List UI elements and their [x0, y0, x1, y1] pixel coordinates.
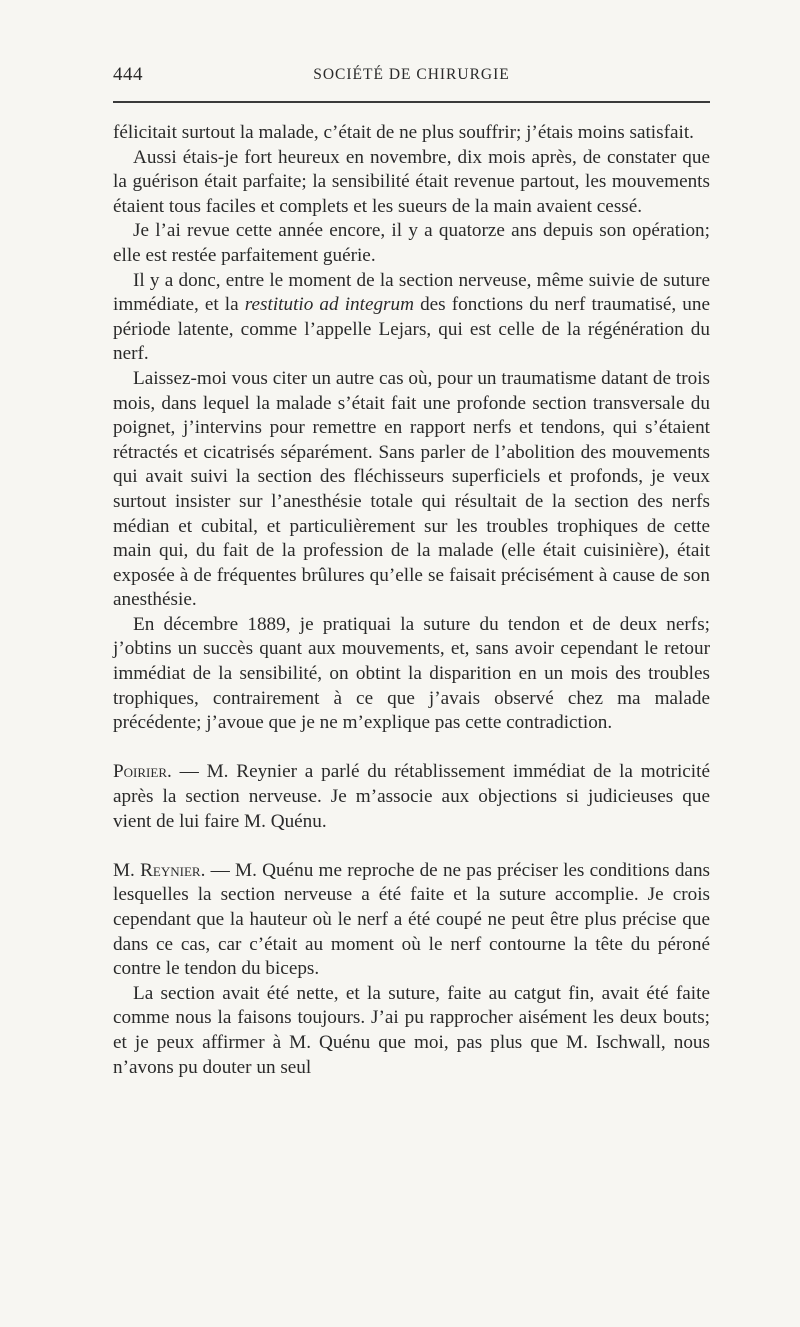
italic-latin-phrase: restitutio ad integrum	[244, 294, 414, 316]
header-rule	[113, 101, 710, 103]
paragraph	[113, 982, 710, 1080]
paragraph	[113, 613, 710, 736]
paragraph-text: La section avait été nette, et la suture, faite au catgut fin, avait été faite comme nous la faisons toujours. J’ai pu rapprocher aisément les deux bouts; et je peux affirmer à M. Quénu que moi, pas plus que M. Ischwall, nous n’avons pu douter un seul	[113, 982, 710, 1078]
page-header	[113, 64, 710, 92]
paragraph-text: Je l’ai revue cette année encore, il y a quatorze ans depuis son opération; elle est restée parfaitement guérie.	[113, 220, 710, 266]
paragraph	[113, 367, 710, 613]
paragraph-text: des fonctions du nerf traumatisé, une période latente, comme l’appelle Lejars, qui est celle de la régénération du nerf.	[113, 294, 710, 365]
paragraph	[113, 146, 710, 220]
speech-reynier	[113, 859, 710, 982]
running-title: SOCIÉTÉ DE CHIRURGIE	[313, 66, 510, 83]
paragraph-text: — M. Quénu me reproche de ne pas préciser les conditions dans lesquelles la section nerveuse a été faite et la suture accomplie. Je crois cependant que la hauteur où le nerf a été coupé ne peut être plus précise que dans ce cas, car c’était au moment où le nerf contourne la tête du péroné contre le tendon du biceps.	[113, 859, 710, 980]
paragraph-text: En décembre 1889, je pratiquai la suture du tendon et de deux nerfs; j’obtins un succès quant aux mouvements, et, sans avoir cependant le retour immédiat de la sensibilité, on obtint la disparition en un mois des troubles trophiques, contrairement à ce que j’avais observé chez ma malade précédente; j’avoue que je ne m’explique pas cette contradiction.	[113, 613, 710, 734]
paragraph-text: Il y a donc, entre le moment de la section nerveuse, même suivie de suture immédiate, et la	[113, 269, 710, 316]
paragraph-text: Aussi étais-je fort heureux en novembre, dix mois après, de constater que la guérison était parfaite; la sensibilité était revenue partout, les mouvements étaient tous faciles et complets et les sueurs de la main avaient cessé.	[113, 146, 710, 217]
page-number: 444	[113, 64, 143, 85]
paragraph	[113, 269, 710, 367]
paragraph-text: — M. Reynier a parlé du rétablissement immédiat de la motricité après la section nerveuse. Je m’associe aux objections si judicieuses que vient de lui faire M. Quénu.	[113, 761, 710, 832]
paragraph	[113, 219, 710, 268]
paragraph-continuation	[113, 121, 710, 146]
paragraph-text: félicitait surtout la malade, c’était de ne plus souffrir; j’étais moins satisfait.	[113, 122, 694, 143]
speaker-prefix: M.	[113, 859, 141, 881]
body-text	[113, 121, 710, 1080]
speaker-name: Reynier.	[140, 859, 206, 881]
paragraph-text: Laissez-moi vous citer un autre cas où, pour un traumatisme datant de trois mois, dans lequel la malade s’était fait une profonde section transversale du poignet, j’intervins pour remettre en rapport nerfs et tendons, qui s’étaient rétractés et cicatrisés séparément. Sans parler de l’abolition des mouvements qui avait suivi la section des fléchisseurs superficiels et profonds, je veux surtout insister sur l’anesthésie totale qui résultait de la section des nerfs médian et cubital, et particulièrement sur les troubles trophiques de cette main qui, du fait de la profession de la malade (elle était cuisinière), était exposée à de fréquentes brûlures qu’elle se faisait précisément à cause de son anesthésie.	[113, 367, 710, 611]
speaker-name: Poirier.	[113, 761, 172, 783]
speech-poirier	[113, 760, 710, 834]
